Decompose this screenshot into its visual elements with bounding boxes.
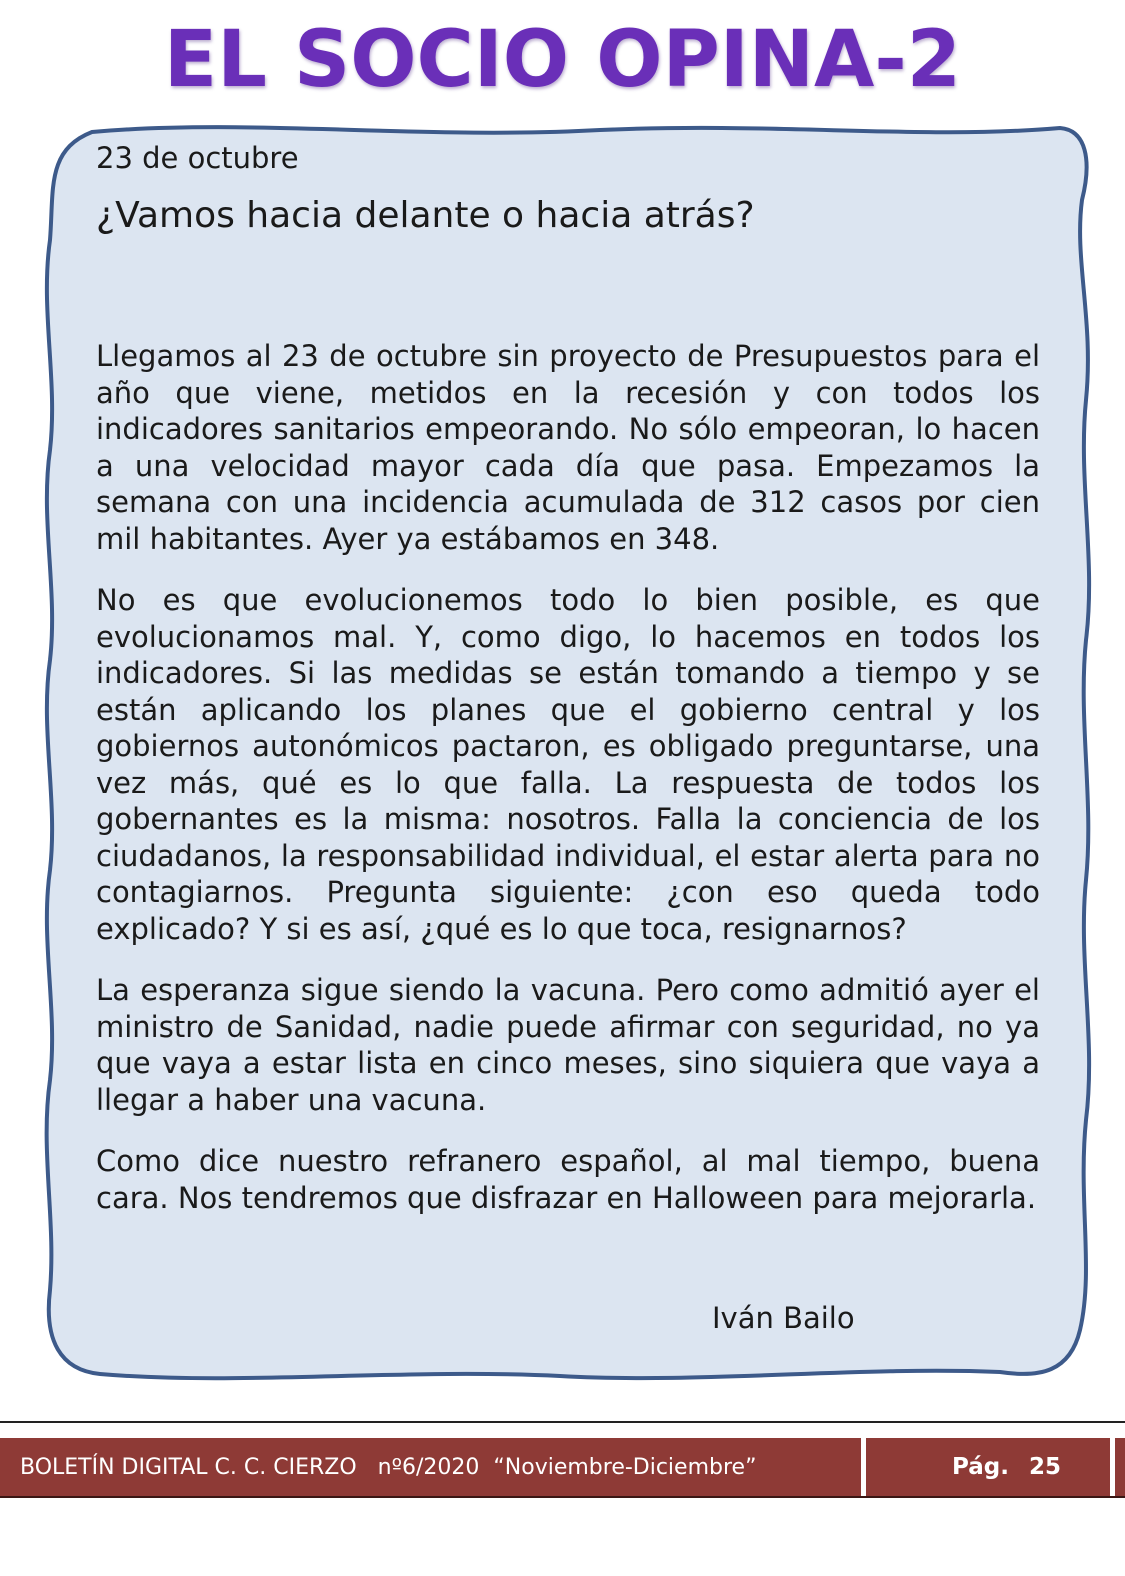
footer-page-label: Pág. <box>952 1454 1009 1480</box>
article-paragraph: No es que evolucionemos todo lo bien posible, es que evolucionamos mal. Y, como digo, lo hacemos en todos los indicadores. Si las medidas se están tomando a tiempo y se están aplicando los planes que el gobierno central y los gobiernos autonómicos pactaron, es obligado preguntarse, una vez más, qué es lo que falla. La respuesta de todos los gobernantes es la misma: nosotros. Falla la conciencia de los ciudadanos, la responsabilidad individual, el estar alerta para no contagiarnos. Pregunta siguiente: ¿con eso queda todo explicado? Y si es así, ¿qué es lo que toca, resignarnos? <box>96 583 1040 946</box>
footer-divider-line <box>0 1421 1125 1423</box>
footer-bar <box>0 1438 1125 1498</box>
footer-publication-info <box>0 1438 860 1496</box>
footer-publication: BOLETÍN DIGITAL C. C. CIERZO <box>20 1454 357 1480</box>
page-title: EL SOCIO OPINA-2 <box>163 15 962 105</box>
article-heading: ¿Vamos hacia delante o hacia atrás? <box>96 195 755 236</box>
footer-period: “Noviembre-Diciembre” <box>493 1454 757 1480</box>
article-body <box>96 338 1040 1216</box>
footer-page-number: 25 <box>1028 1454 1061 1480</box>
footer-page-info <box>866 1438 1110 1496</box>
footer-edge <box>1110 1438 1115 1496</box>
article-paragraph: Como dice nuestro refranero español, al mal tiempo, buena cara. Nos tendremos que disfrazar en Halloween para mejorarla. <box>96 1144 1040 1215</box>
article-author: Iván Bailo <box>712 1301 855 1335</box>
article-date: 23 de octubre <box>96 141 299 175</box>
article-paragraph: La esperanza sigue siendo la vacuna. Pero como admitió ayer el ministro de Sanidad, nadie puede afirmar con seguridad, no ya que vaya a estar lista en cinco meses, sino siquiera que vaya a llegar a haber una vacuna. <box>96 973 1040 1117</box>
article-paragraph: Llegamos al 23 de octubre sin proyecto de Presupuestos para el año que viene, metidos en la recesión y con todos los indicadores sanitarios empeorando. No sólo empeoran, lo hacen a una velocidad mayor cada día que pasa. Empezamos la semana con una incidencia acumulada de 312 casos por cien mil habitantes. Ayer ya estábamos en 348. <box>96 339 1040 556</box>
article-content <box>96 140 1040 1241</box>
footer-issue: nº6/2020 <box>377 1454 480 1480</box>
